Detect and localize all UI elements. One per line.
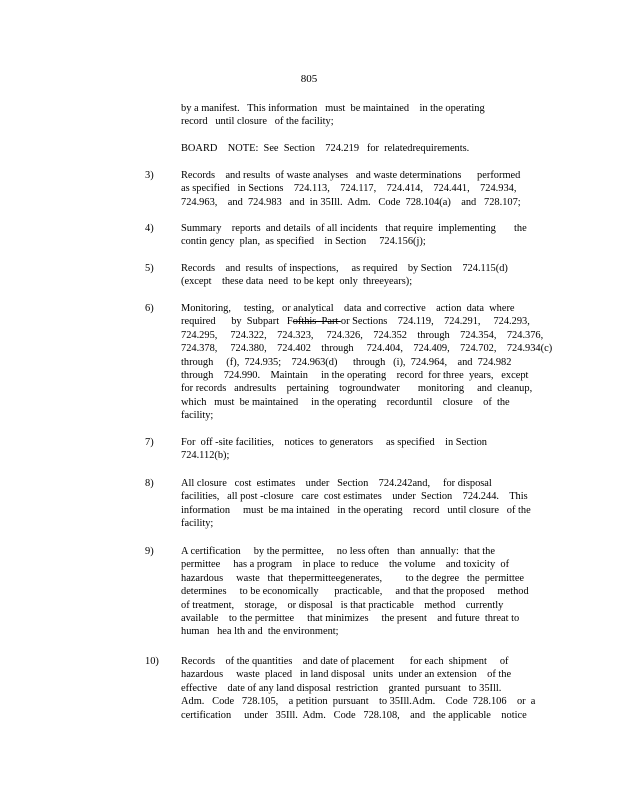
item-line: A certification by the permittee, no less often than annually: that the: [181, 546, 495, 557]
item-number: 8): [145, 478, 154, 489]
item-text: [181, 169, 541, 209]
board-note-text: BOARD NOTE: See Section 724.219 for relatedrequirements.: [181, 143, 470, 154]
item-line: facilities, all post -closure care cost estimates under Section 724.244. This: [181, 491, 528, 503]
struck-text: ofthis Part: [292, 316, 341, 328]
item-number: 9): [145, 546, 154, 557]
item-line: (except these data need to be kept only threeyears);: [181, 276, 413, 288]
item-line: available to the permittee that minimizes the present and future threat to: [181, 613, 520, 625]
item-line: certification under 35Ill. Adm. Code 728.108, and the applicable notice: [181, 709, 527, 721]
item-line: through 724.990. Maintain in the operating record for three years, except: [181, 370, 529, 382]
item-number: 4): [145, 223, 154, 234]
page-number: 805: [300, 73, 318, 85]
item-line: effective date of any land disposal restriction granted pursuant to 35Ill.: [181, 682, 502, 694]
intro-line: by a manifest. This information must be maintained in the operating: [181, 103, 485, 114]
item-line: contin gency plan, as specified in Section 724.156(j);: [181, 236, 426, 248]
item-line: Summary reports and details of all incidents that require implementing the: [181, 223, 527, 234]
item-line: permittee has a program in place to reduce the volume and toxicity of: [181, 559, 510, 571]
item-text: [181, 222, 541, 249]
item-line: Records and results of waste analyses and waste determinations performed: [181, 170, 521, 181]
item-line: For off -site facilities, notices to generators as specified in Section: [181, 437, 487, 448]
item-number: 10): [145, 656, 159, 667]
item-line: facility;: [181, 410, 214, 422]
item-line: Records and results of inspections, as required by Section 724.115(d): [181, 263, 508, 274]
item-number: 6): [145, 303, 154, 314]
item-number: 3): [145, 170, 154, 181]
line-prefix: required by Subpart F: [181, 316, 293, 328]
item-text: [181, 477, 541, 531]
item-line: [181, 315, 541, 328]
item-number: 5): [145, 263, 154, 274]
item-line: Monitoring, testing, or analytical data and corrective action data where: [181, 303, 515, 314]
item-line: Adm. Code 728.105, a petition pursuant to 35Ill.Adm. Code 728.106 or a: [181, 696, 536, 708]
item-line: 724.295, 724.322, 724.323, 724.326, 724.352 through 724.354, 724.376,: [181, 329, 544, 341]
item-line: which must be maintained in the operating recorduntil closure of the: [181, 396, 510, 408]
item-line: for records andresults pertaining togroundwater monitoring and cleanup,: [181, 383, 533, 395]
item-text: [181, 545, 541, 639]
board-note: [181, 142, 541, 155]
item-line: through (f), 724.935; 724.963(d) through (i), 724.964, and 724.982: [181, 356, 512, 368]
item-text: [181, 655, 541, 722]
intro-paragraph: [181, 102, 541, 129]
item-line: facility;: [181, 518, 214, 530]
item-line: determines to be economically practicable, and that the proposed method: [181, 586, 529, 598]
intro-line: record until closure of the facility;: [181, 116, 334, 128]
item-line: of treatment, storage, or disposal is that practicable method currently: [181, 599, 504, 611]
item-line: hazardous waste that thepermitteegenerates, to the degree the permittee: [181, 572, 525, 584]
item-line: 724.112(b);: [181, 450, 230, 462]
item-line: information must be ma intained in the operating record until closure of the: [181, 504, 531, 516]
item-line: hazardous waste placed in land disposal units under an extension of the: [181, 669, 512, 681]
item-text: [181, 262, 541, 289]
item-line: human hea lth and the environment;: [181, 626, 339, 638]
item-text: [181, 302, 553, 423]
item-line: 724.378, 724.380, 724.402 through 724.404, 724.409, 724.702, 724.934(c): [181, 343, 553, 355]
item-line: Records of the quantities and date of placement for each shipment of: [181, 656, 509, 667]
item-line: All closure cost estimates under Section 724.242and, for disposal: [181, 478, 492, 489]
item-line: as specified in Sections 724.113, 724.117, 724.414, 724.441, 724.934,: [181, 183, 517, 195]
item-number: 7): [145, 437, 154, 448]
item-line: 724.963, and 724.983 and in 35Ill. Adm. Code 728.104(a) and 728.107;: [181, 196, 521, 208]
item-text: [181, 436, 541, 463]
line-suffix: or Sections 724.119, 724.291, 724.293,: [340, 316, 530, 328]
